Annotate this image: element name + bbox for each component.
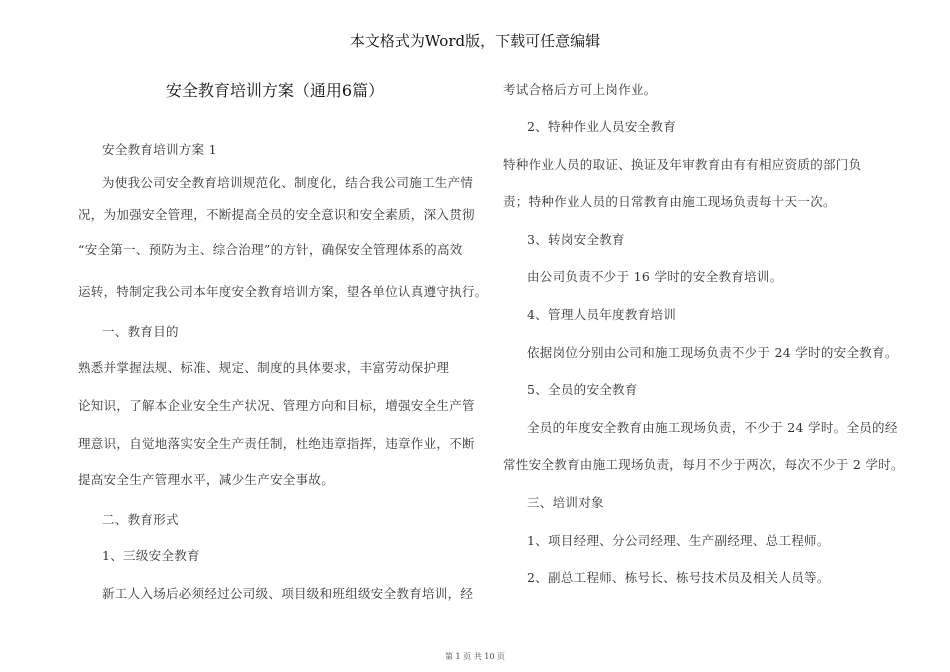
right-column-line: 考试合格后方可上岗作业。	[503, 82, 657, 97]
left-column-line: 二、教育形式	[102, 512, 179, 527]
right-column-line: 2、副总工程师、栋号长、栋号技术员及相关人员等。	[527, 570, 830, 585]
left-column-line: 安全教育培训方案 1	[102, 142, 217, 157]
left-column-line: 为使我公司安全教育培训规范化、制度化，结合我公司施工生产情	[102, 175, 474, 190]
right-column-line: 5、全员的安全教育	[527, 382, 638, 397]
left-column-line: 理意识，自觉地落实安全生产责任制，杜绝违章指挥，违章作业，不断	[78, 436, 475, 451]
left-column-line: 运转，特制定我公司本年度安全教育培训方案，望各单位认真遵守执行。	[78, 284, 488, 299]
left-column-line: 论知识，了解本企业安全生产状况、管理方向和目标，增强安全生产管	[78, 398, 475, 413]
right-column-line: 全员的年度安全教育由施工现场负责，不少于 24 学时。全员的经	[527, 420, 898, 435]
left-column-line: “安全第一、预防为主、综合治理”的方针，确保安全管理体系的高效	[78, 242, 463, 257]
right-column-line: 责；特种作业人员的日常教育由施工现场负责每十天一次。	[503, 194, 836, 209]
right-column-line: 特种作业人员的取证、换证及年审教育由有有相应资质的部门负	[503, 157, 862, 172]
left-column-line: 新工人入场后必须经过公司级、项目级和班组级安全教育培训，经	[102, 586, 474, 601]
right-column-line: 由公司负责不少于 16 学时的安全教育培训。	[527, 269, 783, 284]
left-column-line: 一、教育目的	[102, 324, 179, 339]
right-column-line: 2、特种作业人员安全教育	[527, 119, 677, 134]
left-column-line: 熟悉并掌握法规、标准、规定、制度的具体要求，丰富劳动保护理	[78, 360, 450, 375]
right-column-line: 常性安全教育由施工现场负责，每月不少于两次，每次不少于 2 学时。	[503, 457, 904, 472]
document-title: 安全教育培训方案（通用6篇）	[165, 81, 385, 100]
page-footer: 第 1 页 共 10 页	[445, 652, 505, 661]
right-column-line: 依据岗位分别由公司和施工现场负责不少于 24 学时的安全教育。	[527, 345, 898, 360]
left-column-line: 提高安全生产管理水平，减少生产安全事故。	[78, 472, 335, 487]
left-column-line: 况，为加强安全管理，不断提高全员的安全意识和安全素质，深入贯彻	[78, 207, 475, 222]
right-column-line: 4、管理人员年度教育培训	[527, 307, 677, 322]
right-column-line: 3、转岗安全教育	[527, 232, 625, 247]
right-column-line: 1、项目经理、分公司经理、生产副经理、总工程师。	[527, 533, 830, 548]
left-column-line: 1、三级安全教育	[102, 548, 200, 563]
right-column-line: 三、培训对象	[527, 495, 604, 510]
document-header: 本文格式为Word版，下载可任意编辑	[349, 32, 601, 50]
